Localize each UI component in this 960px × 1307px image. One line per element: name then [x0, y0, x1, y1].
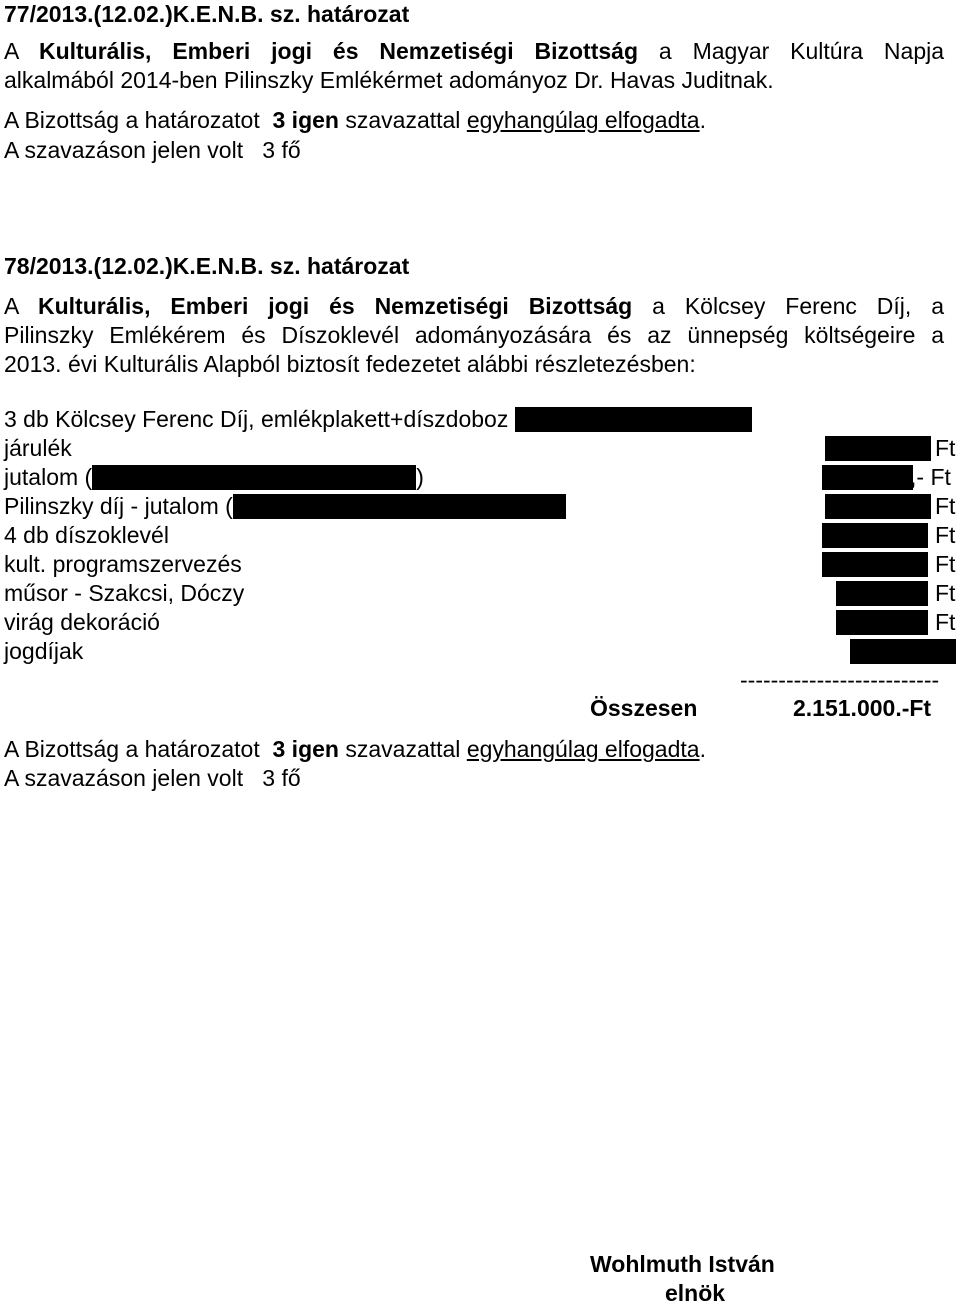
vote-prefix: A Bizottság a határozatot [4, 736, 260, 762]
r78-body-tail: a Kölcsey Ferenc Díj, a [652, 293, 944, 319]
present-label: A szavazáson jelen volt [4, 137, 244, 163]
vote-mid: szavazattal [345, 107, 461, 133]
vote-prefix: A Bizottság a határozatot [4, 107, 260, 133]
item-pilinszky [4, 492, 566, 520]
total-separator: -------------------------- [740, 667, 940, 693]
present-value: 3 fő [262, 765, 301, 791]
item-jutalom-amount-redaction [822, 463, 913, 491]
item-virag-currency: Ft [935, 609, 956, 635]
item-diszoklevel-currency: Ft [935, 522, 956, 548]
r77-body-a: A [4, 38, 19, 64]
signatory-name: Wohlmuth István [590, 1251, 775, 1277]
item-musor-label: műsor - Szakcsi, Dóczy [4, 580, 245, 606]
resolution-78-body-line-1 [4, 292, 944, 320]
item-jutalom-close: ) [416, 464, 424, 490]
resolution-78-body-line-3: 2013. évi Kulturális Alapból biztosít fedezetet alábbi részletezésben: [4, 351, 696, 377]
r77-body-tail: a Magyar Kultúra Napja [658, 38, 945, 64]
item-pilinszky-amount-redaction [825, 492, 931, 520]
resolution-78-present [4, 764, 301, 792]
resolution-77-body-line-1 [4, 37, 944, 65]
item-kult-label: kult. programszervezés [4, 551, 242, 577]
item-jarulek-amount-redaction [825, 434, 931, 462]
vote-count: 3 igen [272, 107, 339, 133]
present-value: 3 fő [262, 137, 301, 163]
resolution-77-present [4, 136, 301, 164]
item-musor-amount-redaction [836, 579, 928, 607]
resolution-78-title: 78/2013.(12.02.)K.E.N.B. sz. határozat [4, 253, 410, 279]
vote-end: . [699, 736, 706, 762]
item-kult-amount-redaction [822, 550, 928, 578]
item-virag-label: virág dekoráció [4, 609, 160, 635]
committee-name: Kulturális, Emberi jogi és Nemzetiségi Bizottság [38, 38, 639, 64]
item-jogdijak-amount-redaction [850, 637, 956, 665]
item-pilinszky-currency: Ft [935, 493, 956, 519]
redaction-bar [233, 494, 566, 519]
item-jogdijak-label: jogdíjak [4, 638, 84, 664]
vote-result: egyhangúlag elfogadta [466, 736, 700, 762]
vote-count: 3 igen [272, 736, 339, 762]
redaction-bar [515, 407, 752, 432]
vote-end: . [699, 107, 706, 133]
item-kolcsey [4, 405, 752, 433]
item-kolcsey-label: 3 db Kölcsey Ferenc Díj, emlékplakett+díszdoboz [4, 406, 509, 432]
signatory-role: elnök [665, 1280, 726, 1306]
item-pilinszky-label: Pilinszky díj - jutalom ( [4, 493, 233, 519]
resolution-77-body-line-2: alkalmából 2014-ben Pilinszky Emlékérmet adományoz Dr. Havas Juditnak. [4, 67, 774, 93]
r78-body-a: A [4, 293, 19, 319]
vote-result: egyhangúlag elfogadta [466, 107, 700, 133]
item-jarulek-label: járulék [4, 435, 72, 461]
present-label: A szavazáson jelen volt [4, 765, 244, 791]
resolution-78-body-line-2: Pilinszky Emlékérem és Díszoklevél adományozására és az ünnepség költségeire a [4, 322, 944, 348]
resolution-77-vote [4, 106, 706, 134]
committee-name: Kulturális, Emberi jogi és Nemzetiségi Bizottság [38, 293, 633, 319]
item-virag-amount-redaction [836, 608, 928, 636]
total-label: Összesen [590, 695, 698, 721]
item-jutalom [4, 463, 424, 491]
total-value: 2.151.000.-Ft [793, 695, 932, 721]
vote-mid: szavazattal [345, 736, 461, 762]
item-kult-currency: Ft [935, 551, 956, 577]
resolution-77-title: 77/2013.(12.02.)K.E.N.B. sz. határozat [4, 1, 410, 27]
item-jutalom-currency: ,- Ft [910, 464, 951, 490]
item-diszoklevel-label: 4 db díszoklevél [4, 522, 169, 548]
resolution-78-vote [4, 735, 706, 763]
item-diszoklevel-amount-redaction [822, 521, 928, 549]
item-musor-currency: Ft [935, 580, 956, 606]
item-jarulek-currency: Ft [935, 435, 956, 461]
item-jutalom-label: jutalom ( [4, 464, 93, 490]
redaction-bar [92, 465, 416, 490]
